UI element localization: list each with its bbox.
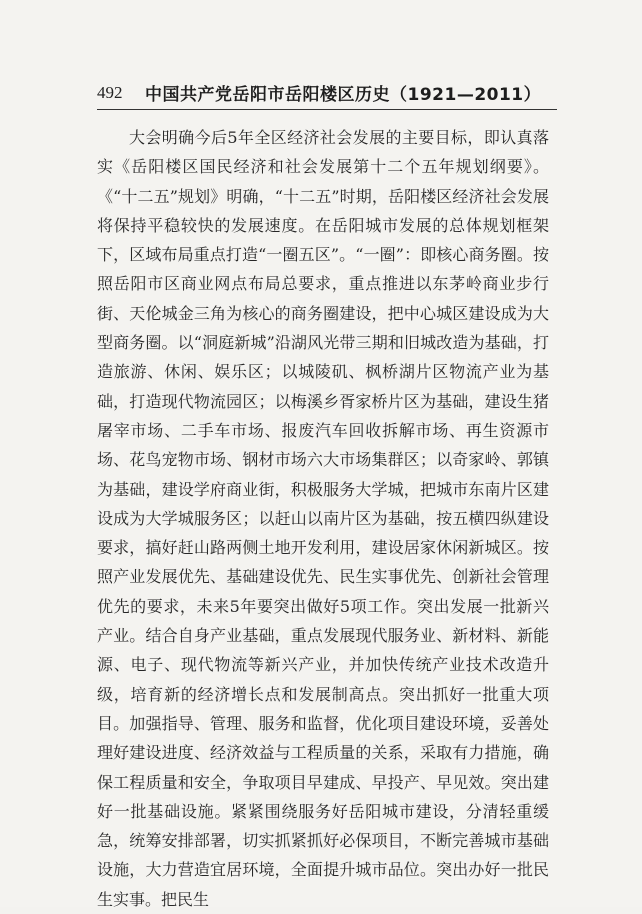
page-header	[97, 80, 557, 108]
page-number: 492	[97, 83, 123, 102]
body-paragraph: 大会明确今后5年全区经济社会发展的主要目标，即认真落实《岳阳楼区国民经济和社会发展第十二个五年规划纲要》。《“十二五”规划》明确，“十二五”时期，岳阳楼区经济社会发展将保持平稳较快的发展速度。在岳阳城市发展的总体规划框架下，区域布局重点打造“一圈五区”。“一圈”：即核心商务圈。按照岳阳市区商业网点布局总要求，重点推进以东茅岭商业步行街、天伦城金三角为核心的商务圈建设，把中心城区建设成为大型商务圈。以“洞庭新城”沿湖风光带三期和旧城改造为基础，打造旅游、休闲、娱乐区；以城陵矶、枫桥湖片区物流产业为基础，打造现代物流园区；以梅溪乡胥家桥片区为基础，建设生猪屠宰市场、二手车市场、报废汽车回收拆解市场、再生资源市场、花鸟宠物市场、钢材市场六大市场集群区；以奇家岭、郭镇为基础，建设学府商业街，积极服务大学城，把城市东南片区建设成为大学城服务区；以赶山以南片区为基础，按五横四纵建设要求，搞好赶山路两侧土地开发利用，建设居家休闲新城区。按照产业发展优先、基础建设优先、民生实事优先、创新社会管理优先的要求，未来5年要突出做好5项工作。突出发展一批新兴产业。结合自身产业基础，重点发展现代服务业、新材料、新能源、电子、现代物流等新兴产业，并加快传统产业技术改造升级，培育新的经济增长点和发展制高点。突出抓好一批重大项目。加强指导、管理、服务和监督，优化项目建设环境，妥善处理好建设进度、经济效益与工程质量的关系，采取有力措施，确保工程质量和安全，争取项目早建成、早投产、早见效。突出建好一批基础设施。紧紧围绕服务好岳阳城市建设，分清轻重缓急，统筹安排部署，切实抓紧抓好必保项目，不断完善城市基础设施，大力营造宜居环境，全面提升城市品位。突出办好一批民生实事。把民生	[97, 128, 549, 909]
header-rule	[97, 109, 557, 110]
running-title: 中国共产党岳阳市岳阳楼区历史（1921—2011）	[145, 85, 542, 105]
